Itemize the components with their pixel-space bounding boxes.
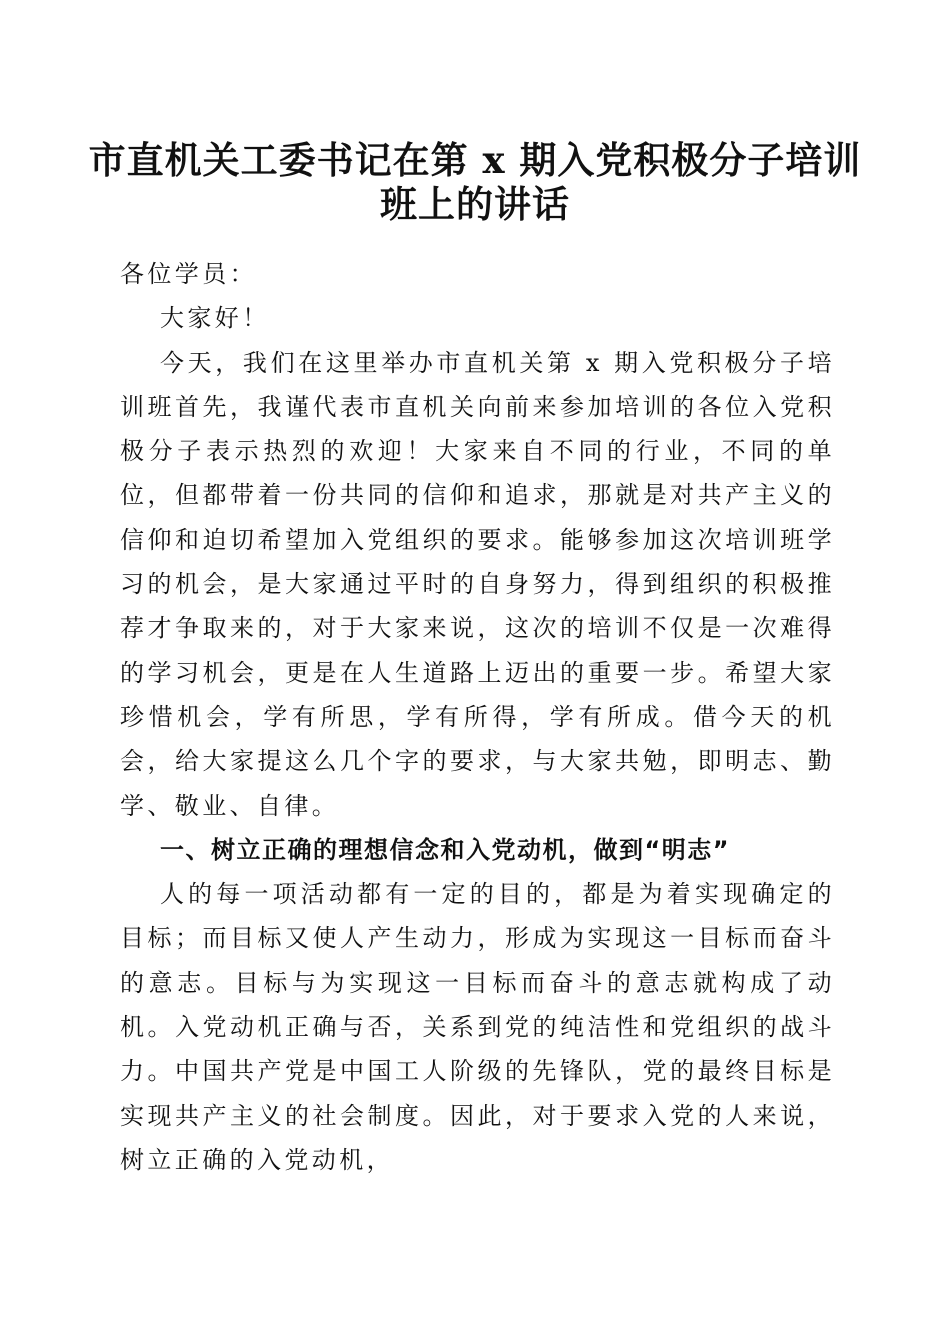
greeting: 大家好！ — [160, 304, 270, 333]
salutation: 各位学员： — [120, 260, 257, 288]
document-title-line-2: 班上的讲话 — [380, 182, 570, 226]
paragraph-intro: 今天，我们在这里举办市直机关第 x 期入党积极分子培训班首先，我谨代表市直机关向前来参加培训的各位入党积极分子表示热烈的欢迎！大家来自不同的行业，不同的单位，但都带着一份共同的信仰和追求，那就是对共产主义的信仰和迫切希望加入党组织的要求。能够参加这次培训班学习的机会，是大家通过平时的自身努力，得到组织的积极推荐才争取来的，对于大家来说，这次的培训不仅是一次难得的学习机会，更是在人生道路上迈出的重要一步。希望大家珍惜机会，学有所思，学有所得，学有所成。借今天的机会，给大家提这么几个字的要求，与大家共勉，即明志、勤学、敬业、自律。 — [120, 348, 835, 820]
section-heading-1: 一、树立正确的理想信念和入党动机，做到“明志” — [160, 835, 731, 864]
document-title-line-1: 市直机关工委书记在第 x 期入党积极分子培训 — [88, 138, 862, 182]
paragraph-section-1: 人的每一项活动都有一定的目的，都是为着实现确定的目标；而目标又使人产生动力，形成为实现这一目标而奋斗的意志。目标与为实现这一目标而奋斗的意志就构成了动机。入党动机正确与否，关系到党的纯洁性和党组织的战斗力。中国共产党是中国工人阶级的先锋队，党的最终目标是实现共产主义的社会制度。因此，对于要求入党的人来说，树立正确的入党动机， — [120, 880, 835, 1174]
document-body — [120, 252, 835, 1182]
